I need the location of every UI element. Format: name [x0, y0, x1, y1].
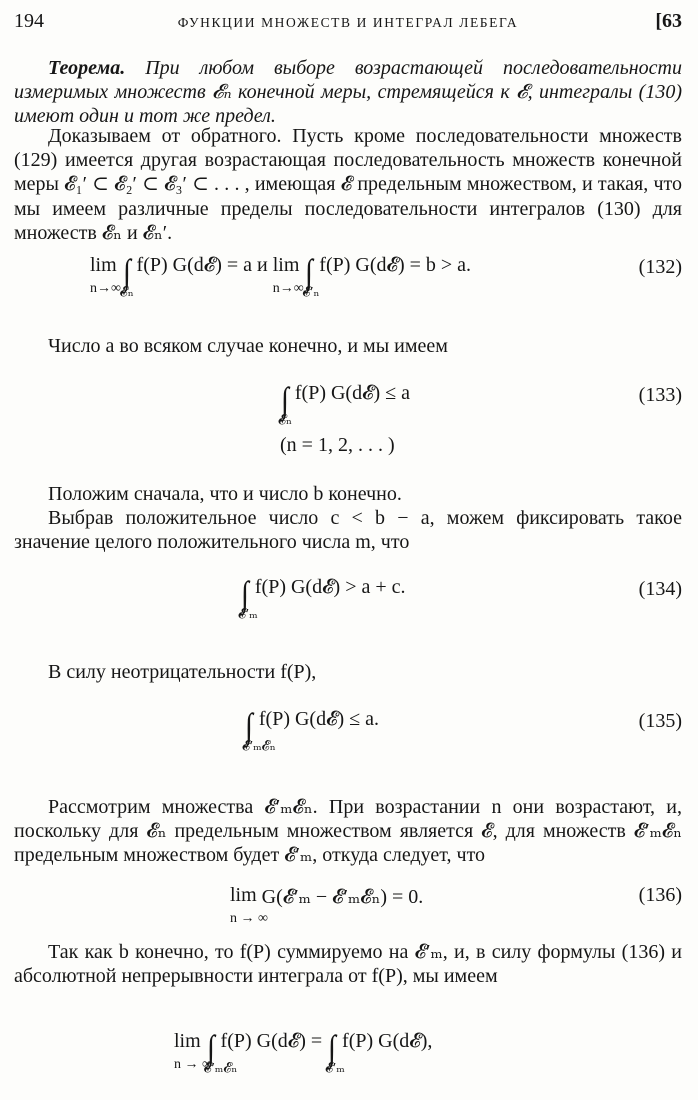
equation-136 [230, 884, 424, 926]
equation-number: (133) [638, 384, 682, 406]
integral-domain: 𝓔′ₙ [302, 285, 320, 300]
integral-domain: 𝓔ₙ [119, 285, 134, 300]
paragraph-proof-start: Доказываем от обратного. Пусть кроме последовательности множеств (129) имеется другая возрастающая последовательность множеств конечной меры 𝓔₁′ ⊂ 𝓔₂′ ⊂ 𝓔₃′ ⊂ . . . , имеющая 𝓔 предельным множеством, и такая, что мы имеем различные пределы последовательности интегралов (130) для множеств 𝓔ₙ и 𝓔ₙ′. [14, 125, 682, 244]
integral-domain: 𝓔ₙ [278, 413, 293, 428]
integral-sign: ∫ 𝓔′ₘ [325, 1028, 345, 1076]
theorem-text: При любом выборе возрастающей последовательности измеримых множеств 𝓔ₙ конечной меры, стремящейся к 𝓔, интегралы (130) имеют один и тот же предел. [14, 57, 682, 128]
equation-range: (n = 1, 2, . . . ) [280, 434, 395, 456]
equation-body: G(𝓔′ₘ − 𝓔′ₘ𝓔ₙ) = 0. [261, 886, 424, 908]
paragraph-consider-sets: Рассмотрим множества 𝓔′ₘ𝓔ₙ. При возрастании n они возрастают, и, поскольку для 𝓔ₙ предельным множеством является 𝓔, для множеств 𝓔′ₘ𝓔ₙ предельным множеством будет 𝓔′ₘ, откуда следует, что [14, 796, 682, 867]
section-number: [63 [655, 10, 682, 32]
integral-sign: ∫ 𝓔′ₘ𝓔ₙ [242, 706, 276, 754]
limit-operator: lim n → ∞ [174, 1030, 212, 1072]
paragraph-b-finite: Положим сначала, что и число b конечно. [48, 483, 402, 505]
equation-right-side: f(P) G(d𝓔) = b > a. [319, 254, 472, 276]
equation-number: (134) [638, 578, 682, 600]
integral-sign: ∫ 𝓔′ₙ [302, 252, 320, 300]
equation-number: (135) [638, 710, 682, 732]
limit-subscript: n→∞ [90, 281, 121, 296]
equation-body: f(P) G(d𝓔) > a + c. [254, 576, 406, 598]
limit-subscript: n → ∞ [230, 911, 268, 926]
integral-sign: ∫ 𝓔ₙ [119, 252, 134, 300]
theorem-statement [14, 56, 682, 129]
integral-domain: 𝓔′ₘ [325, 1061, 345, 1076]
equation-133 [278, 380, 411, 428]
equation-left-side: f(P) G(d𝓔) = [220, 1030, 323, 1052]
equation-right-side: f(P) G(d𝓔), [342, 1030, 433, 1052]
integral-domain: 𝓔′ₘ𝓔ₙ [203, 1061, 238, 1076]
equation-134 [238, 574, 406, 622]
integral-domain: 𝓔′ₘ [238, 607, 258, 622]
limit-subscript: n → ∞ [174, 1057, 212, 1072]
equation-body: f(P) G(d𝓔) ≤ a. [258, 708, 380, 730]
equation-final-limit [174, 1028, 433, 1076]
equation-body: f(P) G(d𝓔) ≤ a [294, 382, 411, 404]
conjunction: и [257, 254, 268, 276]
equation-135 [242, 706, 380, 754]
paragraph-since-b-finite: Так как b конечно, то f(P) суммируемо на 𝓔′ₘ, и, в силу формулы (136) и абсолютной непрерывности интеграла от f(P), мы имеем [14, 941, 682, 988]
page-number: 194 [14, 10, 44, 32]
limit-operator: lim n → ∞ [230, 884, 268, 926]
equation-number: (136) [638, 884, 682, 906]
equation-number: (132) [638, 256, 682, 278]
integral-sign: ∫ 𝓔ₙ [278, 380, 293, 428]
integral-domain: 𝓔′ₘ𝓔ₙ [242, 739, 276, 754]
limit-operator: lim n→∞ [272, 254, 304, 296]
paragraph-nonnegativity: В силу неотрицательности f(P), [48, 661, 317, 683]
integral-sign: ∫ 𝓔′ₘ𝓔ₙ [203, 1028, 238, 1076]
paragraph-choose-c: Выбрав положительное число c < b − a, можем фиксировать такое значение целого положительного числа m, что [14, 507, 682, 554]
limit-operator: lim n→∞ [90, 254, 121, 296]
limit-subscript: n→∞ [272, 281, 304, 296]
running-title: ФУНКЦИИ МНОЖЕСТВ И ИНТЕГРАЛ ЛЕБЕГА [177, 15, 519, 30]
integral-sign: ∫ 𝓔′ₘ [238, 574, 258, 622]
theorem-label: Теорема. [48, 57, 126, 79]
paragraph-a-finite: Число a во всяком случае конечно, и мы имеем [48, 335, 448, 357]
equation-left-side: f(P) G(d𝓔) = a [136, 254, 253, 276]
equation-132 [90, 252, 472, 300]
running-header [14, 10, 682, 40]
